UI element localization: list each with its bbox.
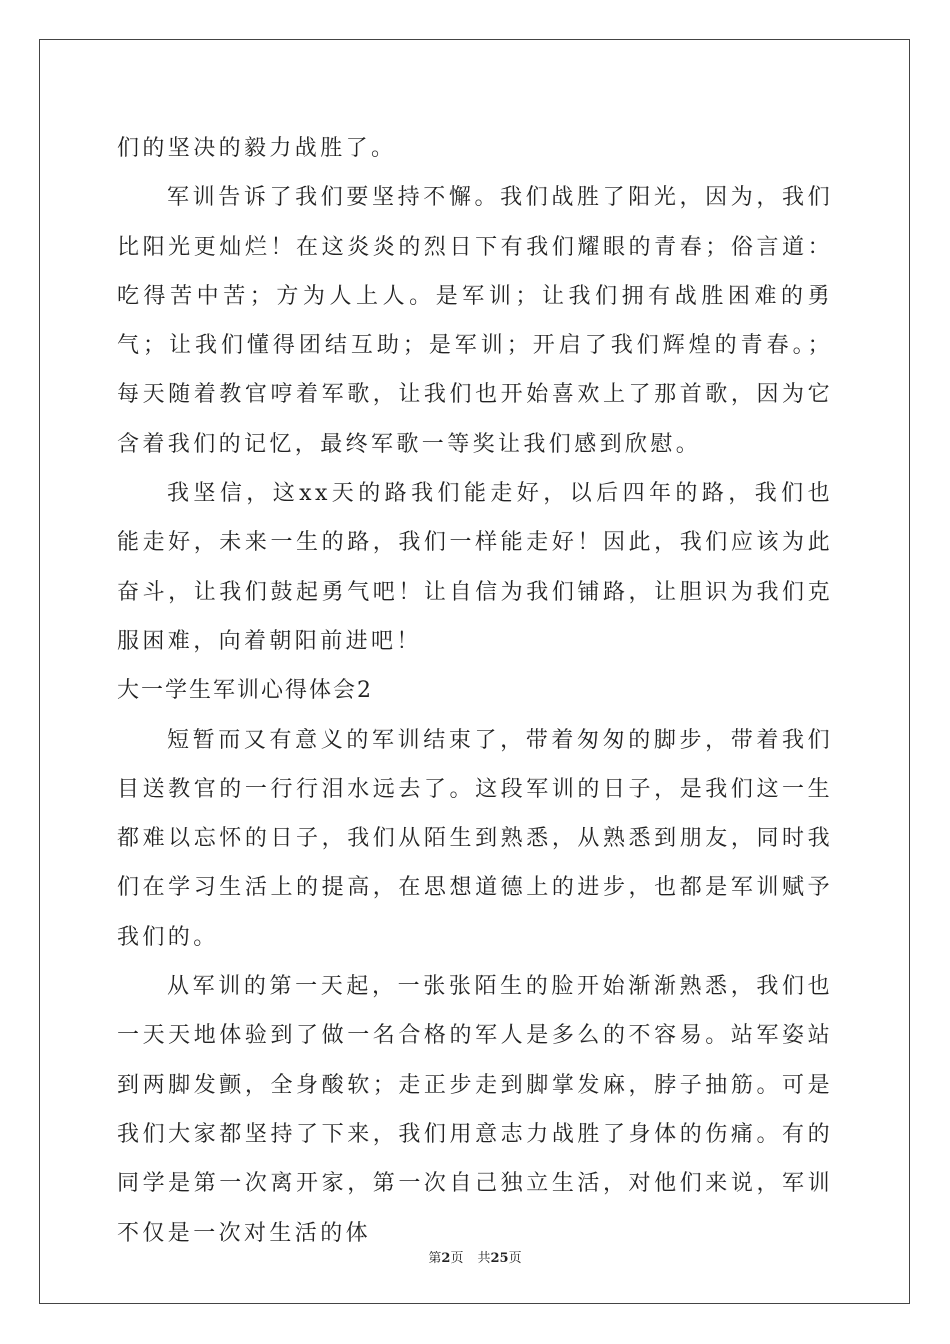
footer-page-unit: 页 (450, 1251, 464, 1266)
footer-page-total: 25 (490, 1251, 509, 1266)
footer-page-prefix: 第 (428, 1251, 442, 1266)
paragraph: 我坚信，这xx天的路我们能走好，以后四年的路，我们也能走好，未来一生的路，我们一样能走好！因此，我们应该为此奋斗，让我们鼓起勇气吧！让自信为我们铺路，让胆识为我们克服困难，向着朝阳前进吧！ (117, 481, 833, 654)
paragraph: 短暂而又有意义的军训结束了，带着匆匆的脚步，带着我们目送教官的一行行泪水远去了。这段军训的日子，是我们这一生都难以忘怀的日子，我们从陌生到熟悉，从熟悉到朋友，同时我们在学习生活上的提高，在思想道德上的进步，也都是军训赋予我们的。 (117, 727, 833, 950)
page-footer (0, 1247, 950, 1266)
document-body (117, 124, 833, 1258)
section-heading: 大一学生军训心得体会2 (117, 678, 373, 704)
paragraph: 从军训的第一天起，一张张陌生的脸开始渐渐熟悉，我们也一天天地体验到了做一名合格的军人是多么的不容易。站军姿站到两脚发颤，全身酸软；走正步走到脚掌发麻，脖子抽筋。可是我们大家都坚持了下来，我们用意志力战胜了身体的伤痛。有的同学是第一次离开家，第一次自己独立生活，对他们来说，军训不仅是一次对生活的体 (117, 974, 833, 1246)
footer-total-unit: 页 (508, 1251, 522, 1266)
footer-total-prefix: 共 (477, 1251, 491, 1266)
footer-page-current: 2 (441, 1251, 451, 1266)
paragraph-continuation: 们的坚决的毅力战胜了。 (117, 136, 397, 161)
paragraph: 军训告诉了我们要坚持不懈。我们战胜了阳光，因为，我们比阳光更灿烂！在这炎炎的烈日下有我们耀眼的青春；俗言道：吃得苦中苦；方为人上人。是军训；让我们拥有战胜困难的勇气；让我们懂得团结互助；是军训；开启了我们辉煌的青春。；每天随着教官哼着军歌，让我们也开始喜欢上了那首歌，因为它含着我们的记忆，最终军歌一等奖让我们感到欣慰。 (117, 185, 833, 457)
